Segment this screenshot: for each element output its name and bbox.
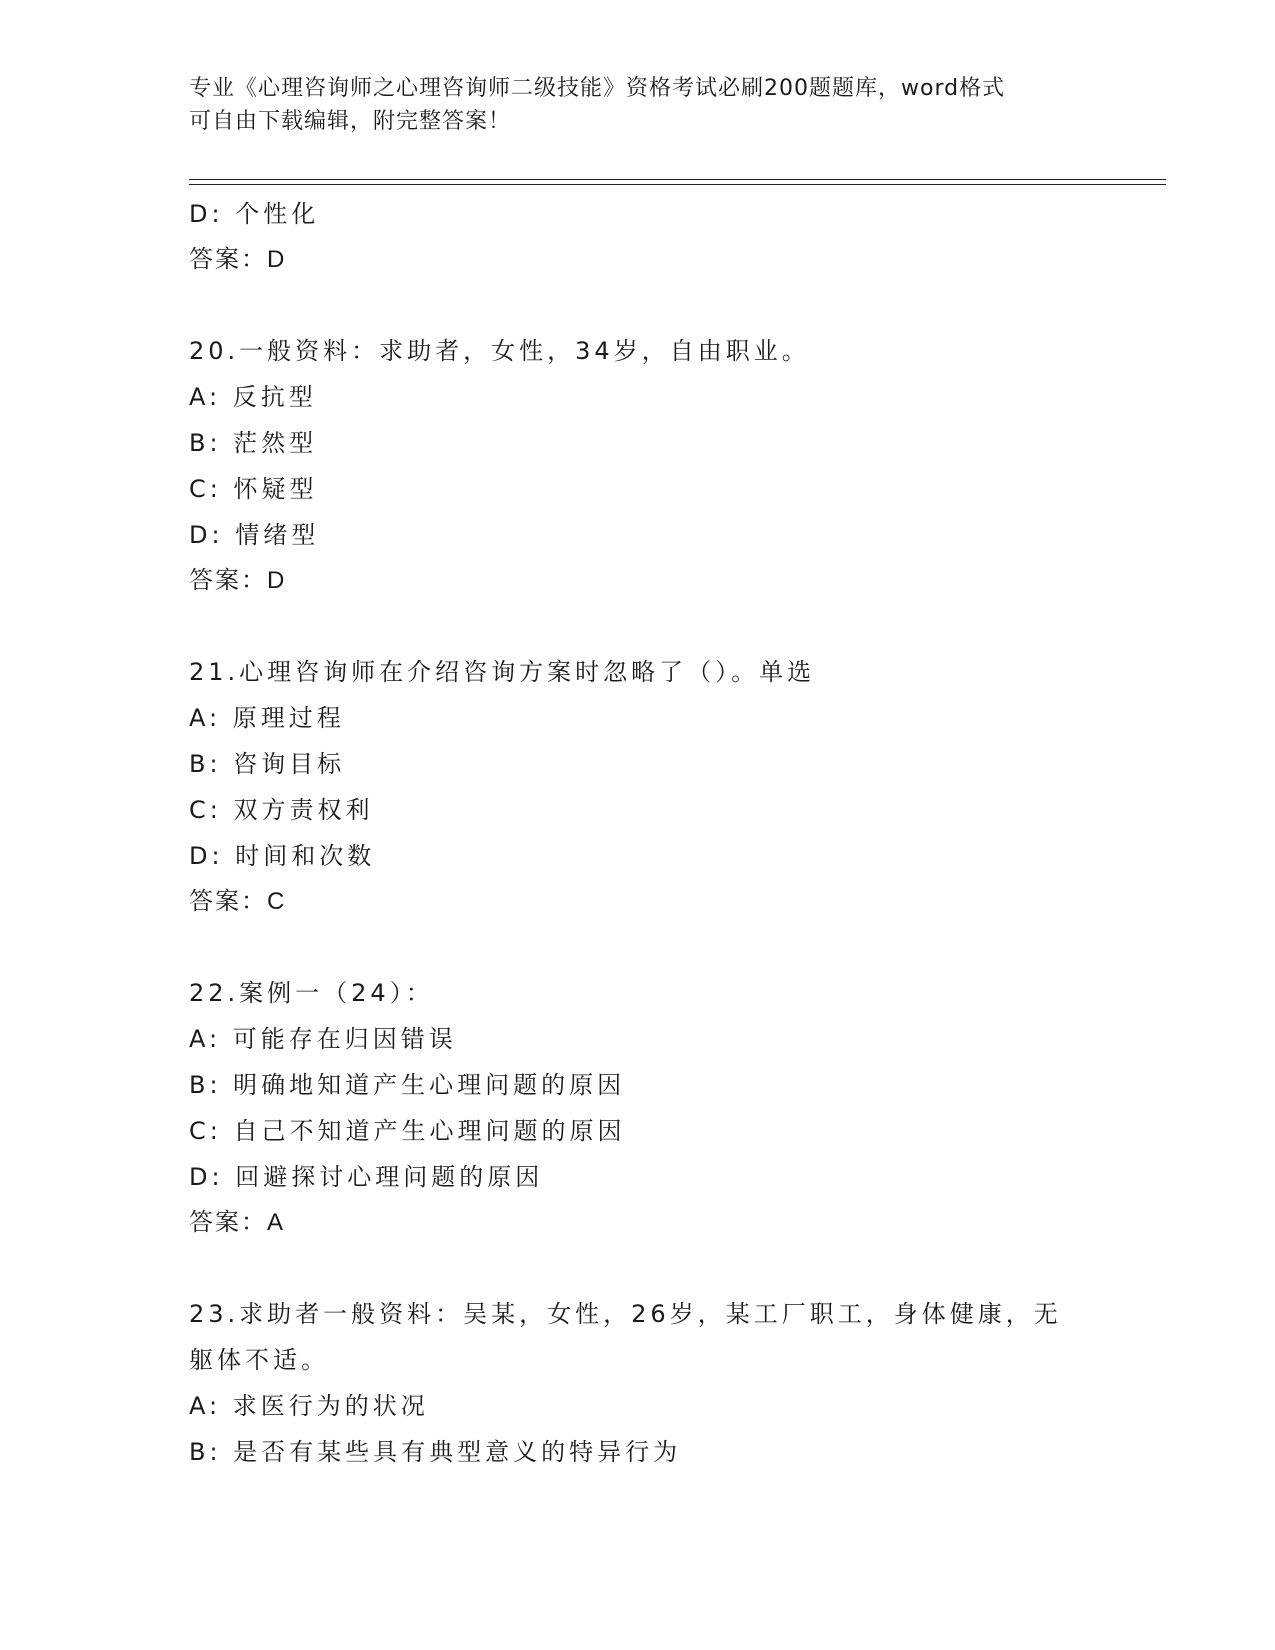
header-divider-top [189,179,1166,180]
spacer [189,604,1149,649]
header-title-line-2: 可自由下载编辑，附完整答案！ [189,109,512,134]
question-20 [189,328,1149,604]
document-header [189,72,1089,138]
option-a: A: 可能存在归因错误 [189,1025,457,1053]
answer: 答案：A [189,1209,286,1236]
question-21 [189,649,1149,925]
question-stem-line-1: 23.求助者一般资料：吴某，女性，26岁，某工厂职工，身体健康，无 [189,1300,1062,1328]
option-c: C: 自己不知道产生心理问题的原因 [189,1117,626,1145]
option-d: D: 回避探讨心理问题的原因 [189,1163,544,1191]
option-d: D: 情绪型 [189,521,320,549]
option-c: C: 怀疑型 [189,475,318,503]
option-a: A: 原理过程 [189,704,345,732]
question-stem: 20.一般资料：求助者，女性，34岁，自由职业。 [189,337,810,365]
answer: 答案：D [189,567,287,594]
option-b: B: 明确地知道产生心理问题的原因 [189,1071,626,1099]
option-b: B: 茫然型 [189,429,318,457]
option-b: B: 是否有某些具有典型意义的特异行为 [189,1438,682,1466]
question-list [189,191,1149,1475]
question-stem: 22.案例一（24）： [189,979,434,1007]
header-title-line-1: 专业《心理咨询师之心理咨询师二级技能》资格考试必刷200题题库，word格式 [189,76,1006,101]
answer: 答案：C [189,888,287,915]
question-stem-line-2: 躯体不适。 [189,1346,329,1374]
option-a: A: 求医行为的状况 [189,1392,429,1420]
spacer [189,925,1149,970]
option-c: C: 双方责权利 [189,796,374,824]
option-a: A: 反抗型 [189,383,317,411]
option-d: D: 时间和次数 [189,842,376,870]
question-23 [189,1291,1149,1475]
spacer [189,1246,1149,1291]
option-b: B: 咨询目标 [189,750,346,778]
question-22 [189,970,1149,1246]
header-divider-bottom [189,184,1166,185]
carryover-option-d: D: 个性化 [189,200,320,228]
question-stem: 21.心理咨询师在介绍咨询方案时忽略了（）。单选 [189,658,816,686]
carryover-answer: 答案：D [189,246,287,273]
spacer [189,283,1149,328]
